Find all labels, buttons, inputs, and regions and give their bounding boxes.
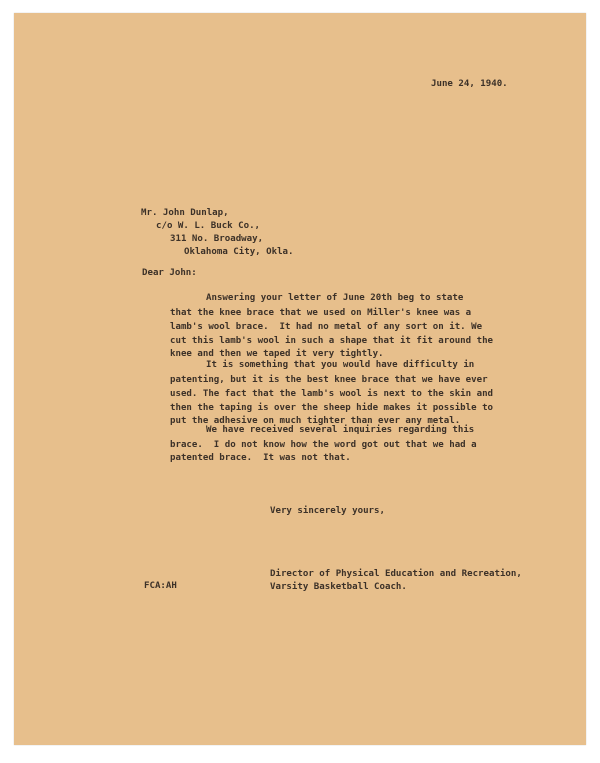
signature-title-line: Director of Physical Education and Recreation,: [270, 569, 522, 579]
paragraph-line: put the adhesive on much tighter than ever any metal.: [170, 416, 461, 426]
paragraph-line: We have received several inquiries regarding this: [206, 425, 475, 435]
paragraph-line: Answering your letter of June 20th beg to state: [206, 293, 464, 303]
recipient-street: 311 No. Broadway,: [170, 234, 264, 244]
paragraph-line: lamb's wool brace. It had no metal of any sort on it. We: [170, 322, 483, 332]
paragraph-line: patenting, but it is the best knee brace that we have ever: [170, 375, 488, 385]
paragraph-line: that the knee brace that we used on Miller's knee was a: [170, 308, 472, 318]
paragraph-line: then the taping is over the sheep hide makes it possible to: [170, 403, 494, 413]
paragraph-line: patented brace. It was not that.: [170, 453, 351, 463]
recipient-company: c/o W. L. Buck Co.,: [156, 221, 261, 231]
reference-initials: FCA:AH: [144, 581, 177, 591]
paragraph-line: cut this lamb's wool in such a shape that it fit around the: [170, 336, 494, 346]
letter-date: June 24, 1940.: [431, 79, 508, 89]
recipient-name: Mr. John Dunlap,: [141, 208, 229, 218]
paragraph-line: brace. I do not know how the word got out that we had a: [170, 440, 477, 450]
closing: Very sincerely yours,: [270, 506, 385, 516]
salutation: Dear John:: [142, 268, 197, 278]
signature-title-line: Varsity Basketball Coach.: [270, 582, 407, 592]
paragraph-line: It is something that you would have difficulty in: [206, 360, 475, 370]
recipient-city: Oklahoma City, Okla.: [184, 247, 294, 257]
paragraph-line: used. The fact that the lamb's wool is next to the skin and: [170, 389, 494, 399]
paragraph-line: knee and then we taped it very tightly.: [170, 349, 384, 359]
